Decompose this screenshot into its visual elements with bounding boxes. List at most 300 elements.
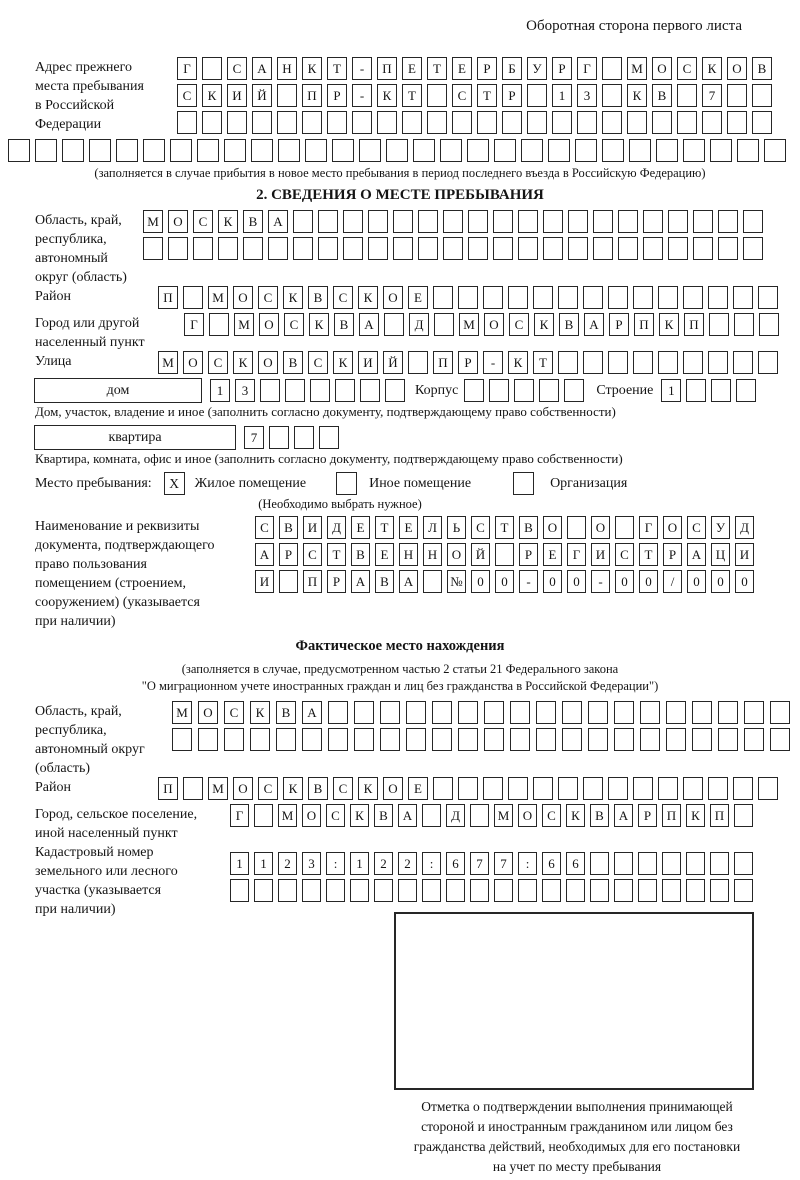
char-cell: К: [309, 313, 329, 336]
registration-stamp-area: [394, 912, 754, 1090]
char-cell: [495, 543, 514, 566]
char-cell: 7: [494, 852, 513, 875]
char-cell: 7: [244, 426, 264, 449]
char-cell: [332, 139, 354, 162]
char-cell: [269, 426, 289, 449]
char-cell: [354, 728, 374, 751]
actual-district-row[interactable]: [158, 777, 800, 800]
char-cell: 0: [687, 570, 706, 593]
char-cell: Т: [533, 351, 553, 374]
char-cell: [406, 728, 426, 751]
ownership-doc-row-2[interactable]: [255, 543, 800, 566]
char-cell: К: [627, 84, 647, 107]
char-cell: С: [227, 57, 247, 80]
char-cell: [764, 139, 786, 162]
char-cell: [770, 701, 790, 724]
char-cell: [418, 210, 438, 233]
char-cell: П: [634, 313, 654, 336]
char-cell: [393, 237, 413, 260]
district-label: Район: [35, 289, 71, 304]
char-cell: К: [534, 313, 554, 336]
char-cell: О: [302, 804, 321, 827]
char-cell: [440, 139, 462, 162]
char-cell: [588, 701, 608, 724]
char-cell: [618, 210, 638, 233]
char-cell: [224, 139, 246, 162]
char-cell: [566, 879, 585, 902]
char-cell: 1: [661, 379, 681, 402]
char-cell: [198, 728, 218, 751]
char-cell: П: [158, 777, 178, 800]
char-cell: В: [559, 313, 579, 336]
char-cell: В: [334, 313, 354, 336]
char-cell: [413, 139, 435, 162]
char-cell: О: [258, 351, 278, 374]
char-cell: К: [233, 351, 253, 374]
prev-address-row-1[interactable]: [177, 57, 800, 80]
char-cell: [614, 852, 633, 875]
char-cell: [377, 111, 397, 134]
apartment-line: [34, 425, 800, 450]
char-cell: Е: [402, 57, 422, 80]
char-cell: [468, 237, 488, 260]
prev-address-label: Адрес прежнего места пребывания в Российской Федерации: [35, 60, 144, 132]
apartment-number-row[interactable]: [244, 426, 339, 449]
char-cell: [736, 379, 756, 402]
char-cell: [433, 777, 453, 800]
region-label: Область, край, республика, автономный округ (область): [35, 213, 127, 285]
char-cell: [743, 237, 763, 260]
char-cell: П: [302, 84, 322, 107]
cadastre-row-2[interactable]: [230, 879, 800, 902]
char-cell: [489, 379, 509, 402]
char-cell: [602, 57, 622, 80]
char-cell: [656, 139, 678, 162]
char-cell: [250, 728, 270, 751]
char-cell: [536, 728, 556, 751]
char-cell: К: [202, 84, 222, 107]
char-cell: [633, 351, 653, 374]
char-cell: Р: [327, 84, 347, 107]
char-cell: [614, 728, 634, 751]
char-cell: [514, 379, 534, 402]
char-cell: [692, 701, 712, 724]
char-cell: [543, 237, 563, 260]
char-cell: Д: [446, 804, 465, 827]
char-cell: [666, 701, 686, 724]
char-cell: С: [509, 313, 529, 336]
char-cell: -: [352, 84, 372, 107]
actual-city-row[interactable]: [230, 804, 800, 827]
char-cell: [418, 237, 438, 260]
char-cell: М: [234, 313, 254, 336]
char-cell: [276, 728, 296, 751]
char-cell: [677, 84, 697, 107]
char-cell: [562, 701, 582, 724]
stay-type-note: (Необходимо выбрать нужное): [258, 497, 422, 511]
char-cell: В: [243, 210, 263, 233]
cadastre-row-1[interactable]: [230, 852, 800, 875]
char-cell: [744, 728, 764, 751]
char-cell: 0: [735, 570, 754, 593]
char-cell: [458, 777, 478, 800]
char-cell: Б: [502, 57, 522, 80]
char-cell: [458, 701, 478, 724]
char-cell: [343, 237, 363, 260]
char-cell: 6: [566, 852, 585, 875]
char-cell: У: [527, 57, 547, 80]
char-cell: [310, 379, 330, 402]
stay-type-line: [35, 472, 800, 495]
char-cell: [558, 286, 578, 309]
char-cell: [193, 237, 213, 260]
char-cell: [758, 351, 778, 374]
char-cell: [558, 777, 578, 800]
char-cell: [533, 777, 553, 800]
char-cell: С: [677, 57, 697, 80]
char-cell: [727, 84, 747, 107]
char-cell: А: [359, 313, 379, 336]
char-cell: Т: [402, 84, 422, 107]
char-cell: [443, 210, 463, 233]
char-cell: -: [483, 351, 503, 374]
char-cell: [427, 84, 447, 107]
char-cell: [62, 139, 84, 162]
char-cell: 1: [210, 379, 230, 402]
checkbox-other-premises[interactable]: [336, 472, 357, 495]
char-cell: [254, 804, 273, 827]
stroenie-row[interactable]: [661, 379, 756, 402]
char-cell: [170, 139, 192, 162]
char-cell: [583, 777, 603, 800]
prev-address-overflow-row[interactable]: [8, 139, 800, 162]
char-cell: [608, 286, 628, 309]
char-cell: Й: [252, 84, 272, 107]
char-cell: Р: [609, 313, 629, 336]
char-cell: [360, 379, 380, 402]
char-cell: В: [283, 351, 303, 374]
char-cell: О: [259, 313, 279, 336]
char-cell: В: [276, 701, 296, 724]
char-cell: Н: [423, 543, 442, 566]
char-cell: Т: [495, 516, 514, 539]
char-cell: [326, 879, 345, 902]
char-cell: [484, 701, 504, 724]
char-cell: П: [710, 804, 729, 827]
char-cell: [575, 139, 597, 162]
actual-city-block: [0, 804, 800, 842]
char-cell: Е: [351, 516, 370, 539]
char-cell: С: [177, 84, 197, 107]
char-cell: 3: [235, 379, 255, 402]
actual-region-row-2[interactable]: [172, 728, 800, 751]
char-cell: Е: [452, 57, 472, 80]
char-cell: К: [508, 351, 528, 374]
char-cell: О: [447, 543, 466, 566]
char-cell: [658, 286, 678, 309]
char-cell: 2: [398, 852, 417, 875]
korpus-row[interactable]: [464, 379, 584, 402]
char-cell: [293, 237, 313, 260]
char-cell: [686, 852, 705, 875]
char-cell: В: [652, 84, 672, 107]
char-cell: [548, 139, 570, 162]
char-cell: [251, 139, 273, 162]
char-cell: Р: [663, 543, 682, 566]
char-cell: С: [333, 286, 353, 309]
char-cell: Р: [502, 84, 522, 107]
char-cell: [602, 84, 622, 107]
char-cell: [477, 111, 497, 134]
char-cell: О: [727, 57, 747, 80]
char-cell: [302, 879, 321, 902]
char-cell: [588, 728, 608, 751]
stay-type-label: Место пребывания:: [35, 475, 152, 491]
char-cell: П: [662, 804, 681, 827]
char-cell: [633, 777, 653, 800]
char-cell: [252, 111, 272, 134]
char-cell: Е: [375, 543, 394, 566]
char-cell: [733, 351, 753, 374]
char-cell: [318, 210, 338, 233]
char-cell: [209, 313, 229, 336]
char-cell: [398, 879, 417, 902]
char-cell: А: [584, 313, 604, 336]
char-cell: [527, 111, 547, 134]
char-cell: [268, 237, 288, 260]
char-cell: Р: [327, 570, 346, 593]
char-cell: [568, 210, 588, 233]
char-cell: [374, 879, 393, 902]
char-cell: О: [383, 777, 403, 800]
char-cell: [458, 728, 478, 751]
char-cell: [633, 286, 653, 309]
char-cell: [468, 210, 488, 233]
char-cell: [380, 701, 400, 724]
char-cell: [627, 111, 647, 134]
ownership-doc-row-1[interactable]: [255, 516, 800, 539]
char-cell: О: [591, 516, 610, 539]
char-cell: -: [352, 57, 372, 80]
char-cell: [614, 701, 634, 724]
char-cell: О: [168, 210, 188, 233]
char-cell: [718, 728, 738, 751]
char-cell: [536, 701, 556, 724]
char-cell: [446, 879, 465, 902]
char-cell: [733, 777, 753, 800]
char-cell: [652, 111, 672, 134]
char-cell: [277, 111, 297, 134]
char-cell: [279, 570, 298, 593]
char-cell: 1: [350, 852, 369, 875]
ownership-doc-block: [0, 516, 800, 630]
char-cell: [583, 351, 603, 374]
char-cell: Д: [327, 516, 346, 539]
char-cell: [708, 286, 728, 309]
char-cell: [683, 286, 703, 309]
char-cell: [629, 139, 651, 162]
char-cell: [734, 852, 753, 875]
char-cell: [352, 111, 372, 134]
char-cell: [733, 286, 753, 309]
char-cell: [168, 237, 188, 260]
char-cell: [643, 210, 663, 233]
char-cell: М: [459, 313, 479, 336]
char-cell: [593, 237, 613, 260]
option-organization-label: Организация: [550, 475, 628, 491]
char-cell: [422, 879, 441, 902]
char-cell: [615, 516, 634, 539]
char-cell: Р: [279, 543, 298, 566]
char-cell: [683, 777, 703, 800]
char-cell: [608, 777, 628, 800]
char-cell: [302, 728, 322, 751]
char-cell: [752, 111, 772, 134]
prev-address-row-3[interactable]: [177, 111, 800, 134]
char-cell: [562, 728, 582, 751]
char-cell: Т: [375, 516, 394, 539]
char-cell: [718, 701, 738, 724]
city-row[interactable]: [184, 313, 800, 336]
char-cell: [470, 879, 489, 902]
checkbox-dwelling[interactable]: X: [164, 472, 185, 495]
char-cell: С: [326, 804, 345, 827]
char-cell: [593, 210, 613, 233]
prev-address-note: (заполняется в случае прибытия в новое место пребывания в период последнего въезда в Российскую Федерацию): [94, 166, 706, 180]
char-cell: [294, 426, 314, 449]
house-number-row[interactable]: [210, 379, 405, 402]
char-cell: [683, 351, 703, 374]
char-cell: [380, 728, 400, 751]
char-cell: [408, 351, 428, 374]
char-cell: В: [590, 804, 609, 827]
char-cell: [539, 379, 559, 402]
char-cell: [752, 84, 772, 107]
stamp-caption: Отметка о подтверждении выполнения принимающей стороной и иностранным гражданином или лицом без гражданства действий, необходимых для его постановки на учет по месту пребывания: [413, 1099, 741, 1174]
district-row[interactable]: [158, 286, 800, 309]
char-cell: [677, 111, 697, 134]
char-cell: 7: [702, 84, 722, 107]
char-cell: Д: [409, 313, 429, 336]
street-block: [0, 351, 800, 374]
char-cell: [558, 351, 578, 374]
char-cell: [422, 804, 441, 827]
char-cell: М: [158, 351, 178, 374]
char-cell: [770, 728, 790, 751]
char-cell: [89, 139, 111, 162]
char-cell: В: [374, 804, 393, 827]
char-cell: [423, 570, 442, 593]
house-note: Дом, участок, владение и иное (заполнить согласно документу, подтверждающему право собственности): [35, 404, 616, 419]
region-row-2[interactable]: [143, 237, 800, 260]
region-row-1[interactable]: [143, 210, 800, 233]
char-cell: [368, 237, 388, 260]
char-cell: [590, 879, 609, 902]
prev-address-row-2[interactable]: [177, 84, 800, 107]
char-cell: [402, 111, 422, 134]
char-cell: [583, 286, 603, 309]
char-cell: С: [471, 516, 490, 539]
char-cell: Т: [427, 57, 447, 80]
char-cell: [202, 57, 222, 80]
char-cell: [568, 237, 588, 260]
char-cell: К: [218, 210, 238, 233]
char-cell: [470, 804, 489, 827]
char-cell: [328, 728, 348, 751]
char-cell: [483, 286, 503, 309]
house-field-label: дом: [34, 378, 202, 403]
char-cell: М: [208, 286, 228, 309]
char-cell: К: [566, 804, 585, 827]
char-cell: Г: [577, 57, 597, 80]
actual-region-row-1[interactable]: [172, 701, 800, 724]
char-cell: [224, 728, 244, 751]
char-cell: Е: [543, 543, 562, 566]
checkbox-organization[interactable]: [513, 472, 534, 495]
char-cell: [494, 879, 513, 902]
char-cell: -: [519, 570, 538, 593]
char-cell: [385, 379, 405, 402]
char-cell: И: [358, 351, 378, 374]
char-cell: [758, 777, 778, 800]
char-cell: В: [279, 516, 298, 539]
char-cell: С: [258, 777, 278, 800]
section2-title: 2. СВЕДЕНИЯ О МЕСТЕ ПРЕБЫВАНИЯ: [256, 187, 544, 203]
char-cell: [618, 237, 638, 260]
char-cell: А: [687, 543, 706, 566]
char-cell: А: [399, 570, 418, 593]
char-cell: Й: [383, 351, 403, 374]
street-row[interactable]: [158, 351, 800, 374]
char-cell: [693, 237, 713, 260]
char-cell: -: [591, 570, 610, 593]
char-cell: [218, 237, 238, 260]
char-cell: О: [233, 777, 253, 800]
char-cell: [359, 139, 381, 162]
char-cell: :: [326, 852, 345, 875]
char-cell: Г: [639, 516, 658, 539]
char-cell: [744, 701, 764, 724]
char-cell: С: [308, 351, 328, 374]
char-cell: С: [224, 701, 244, 724]
char-cell: [577, 111, 597, 134]
char-cell: [327, 111, 347, 134]
prev-address-block: [0, 57, 800, 138]
char-cell: М: [172, 701, 192, 724]
char-cell: [433, 286, 453, 309]
char-cell: [711, 379, 731, 402]
char-cell: Ц: [711, 543, 730, 566]
char-cell: 6: [542, 852, 561, 875]
street-label: Улица: [35, 354, 72, 369]
char-cell: [727, 111, 747, 134]
char-cell: К: [250, 701, 270, 724]
char-cell: С: [452, 84, 472, 107]
char-cell: А: [302, 701, 322, 724]
char-cell: [527, 84, 547, 107]
char-cell: 7: [470, 852, 489, 875]
ownership-doc-label: Наименование и реквизиты документа, подтверждающего право пользования помещением (строением, сооружением) (указывается при наличии): [35, 519, 215, 629]
char-cell: [510, 701, 530, 724]
char-cell: А: [268, 210, 288, 233]
ownership-doc-row-3[interactable]: [255, 570, 800, 593]
char-cell: П: [303, 570, 322, 593]
char-cell: П: [377, 57, 397, 80]
option-other-premises-label: Иное помещение: [369, 475, 472, 491]
char-cell: [759, 313, 779, 336]
char-cell: Т: [639, 543, 658, 566]
char-cell: 0: [639, 570, 658, 593]
